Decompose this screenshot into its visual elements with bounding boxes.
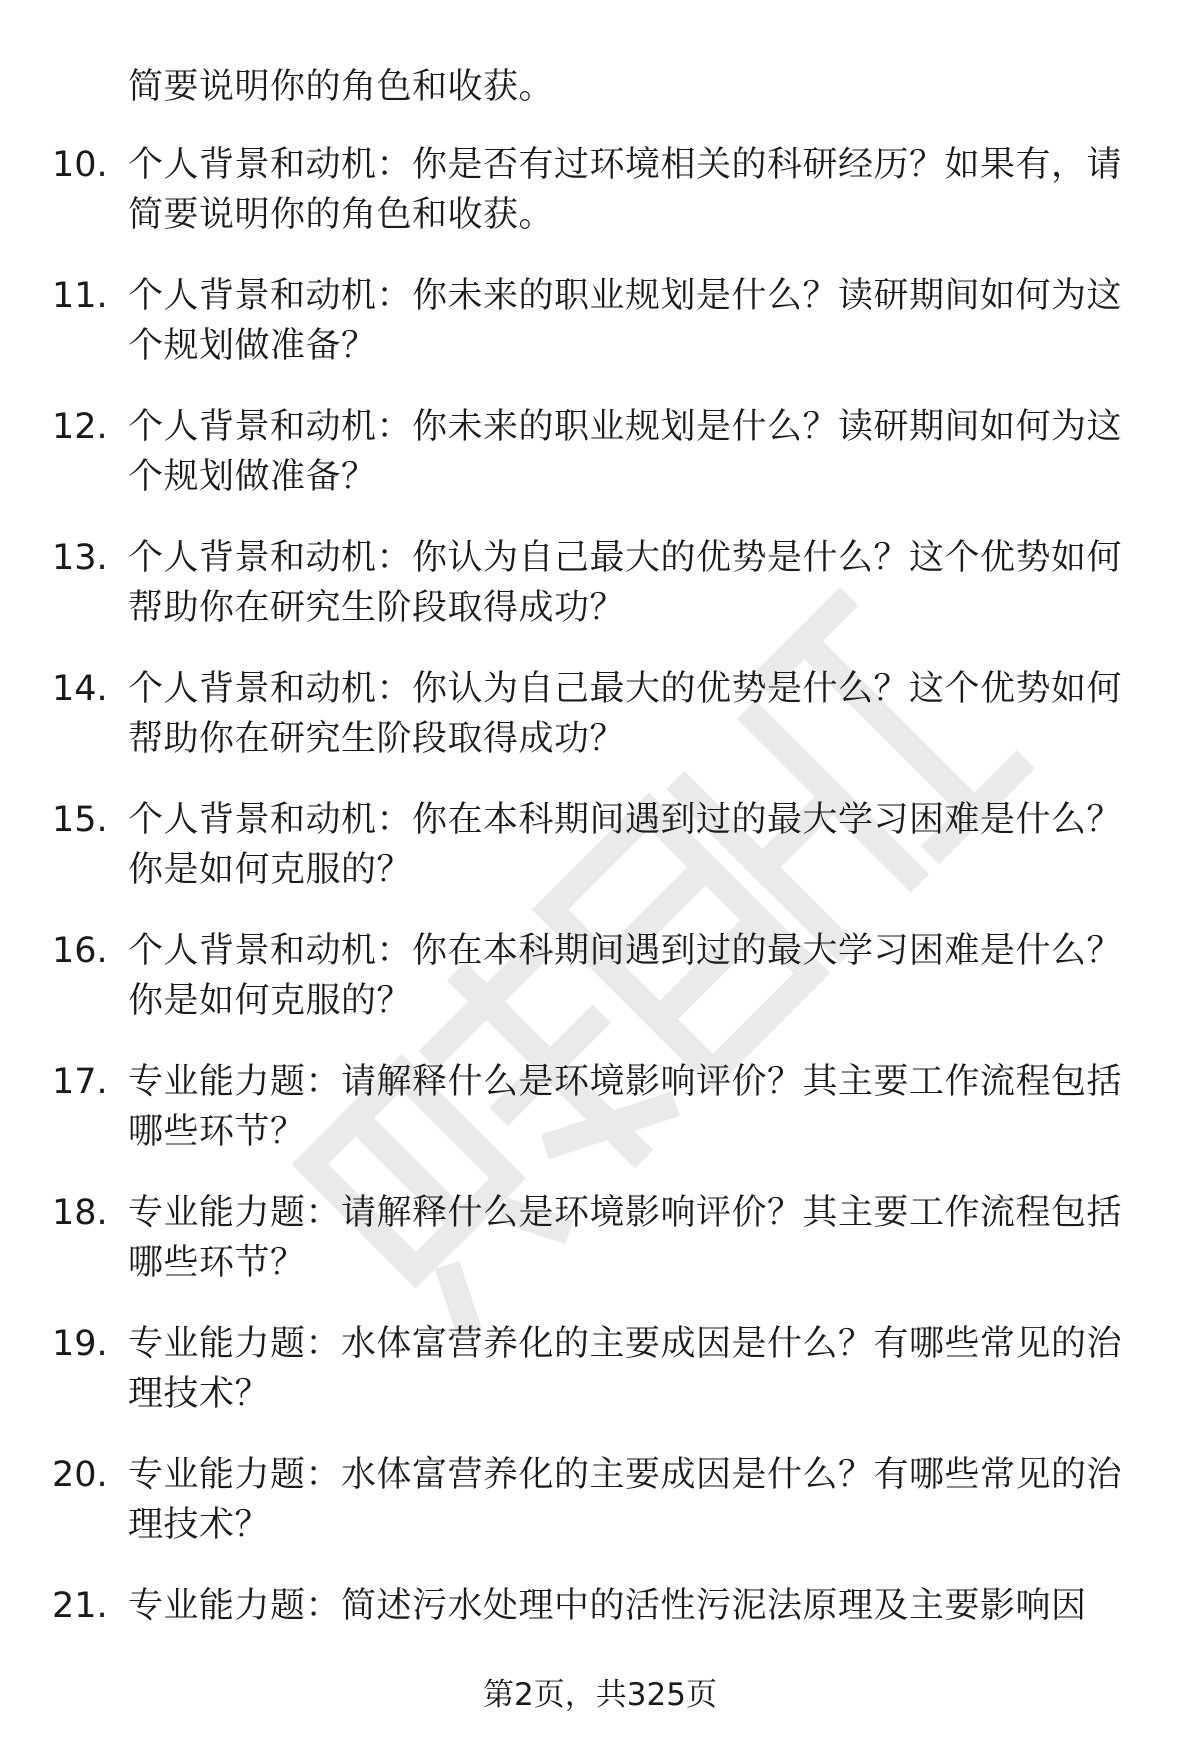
question-number: 18. xyxy=(52,1193,108,1233)
question-number: 13. xyxy=(52,538,108,578)
question-number: 19. xyxy=(52,1324,108,1364)
page-footer: 第2页，共325页 xyxy=(483,1677,717,1713)
list-item xyxy=(0,533,1200,664)
list-item xyxy=(0,664,1200,795)
question-number: 21. xyxy=(52,1586,108,1626)
question-text: 个人背景和动机：你认为自己最大的优势是什么？这个优势如何帮助你在研究生阶段取得成功？ xyxy=(128,669,1123,759)
question-text: 专业能力题：水体富营养化的主要成因是什么？有哪些常见的治理技术？ xyxy=(128,1324,1123,1414)
question-number: 11. xyxy=(52,276,108,316)
question-text: 专业能力题：水体富营养化的主要成因是什么？有哪些常见的治理技术？ xyxy=(128,1455,1123,1545)
question-text: 个人背景和动机：你认为自己最大的优势是什么？这个优势如何帮助你在研究生阶段取得成功？ xyxy=(128,538,1123,628)
question-text: 个人背景和动机：你未来的职业规划是什么？读研期间如何为这个规划做准备？ xyxy=(128,407,1123,497)
list-item xyxy=(0,926,1200,1057)
question-text: 个人背景和动机：你未来的职业规划是什么？读研期间如何为这个规划做准备？ xyxy=(128,276,1123,366)
question-list xyxy=(0,140,1200,1712)
continued-question-text: 简要说明你的角色和收获。 xyxy=(128,67,555,107)
list-item xyxy=(0,1450,1200,1581)
question-number: 10. xyxy=(52,145,108,185)
question-number: 14. xyxy=(52,669,108,709)
list-item xyxy=(0,795,1200,926)
list-item xyxy=(0,140,1200,271)
question-text: 个人背景和动机：你在本科期间遇到过的最大学习困难是什么？你是如何克服的？ xyxy=(128,800,1123,890)
list-item xyxy=(0,1319,1200,1450)
question-text: 个人背景和动机：你是否有过环境相关的科研经历？如果有，请简要说明你的角色和收获。 xyxy=(128,145,1123,235)
question-number: 17. xyxy=(52,1062,108,1102)
question-text: 专业能力题：简述污水处理中的活性污泥法原理及主要影响因 xyxy=(128,1586,1087,1626)
question-text: 个人背景和动机：你在本科期间遇到过的最大学习困难是什么？你是如何克服的？ xyxy=(128,931,1123,1021)
question-number: 16. xyxy=(52,931,108,971)
list-item xyxy=(0,402,1200,533)
list-item xyxy=(0,271,1200,402)
question-number: 20. xyxy=(52,1455,108,1495)
list-item xyxy=(0,1057,1200,1188)
question-text: 专业能力题：请解释什么是环境影响评价？其主要工作流程包括哪些环节？ xyxy=(128,1193,1123,1283)
question-number: 15. xyxy=(52,800,108,840)
list-item xyxy=(0,1188,1200,1319)
question-number: 12. xyxy=(52,407,108,447)
question-text: 专业能力题：请解释什么是环境影响评价？其主要工作流程包括哪些环节？ xyxy=(128,1062,1123,1152)
